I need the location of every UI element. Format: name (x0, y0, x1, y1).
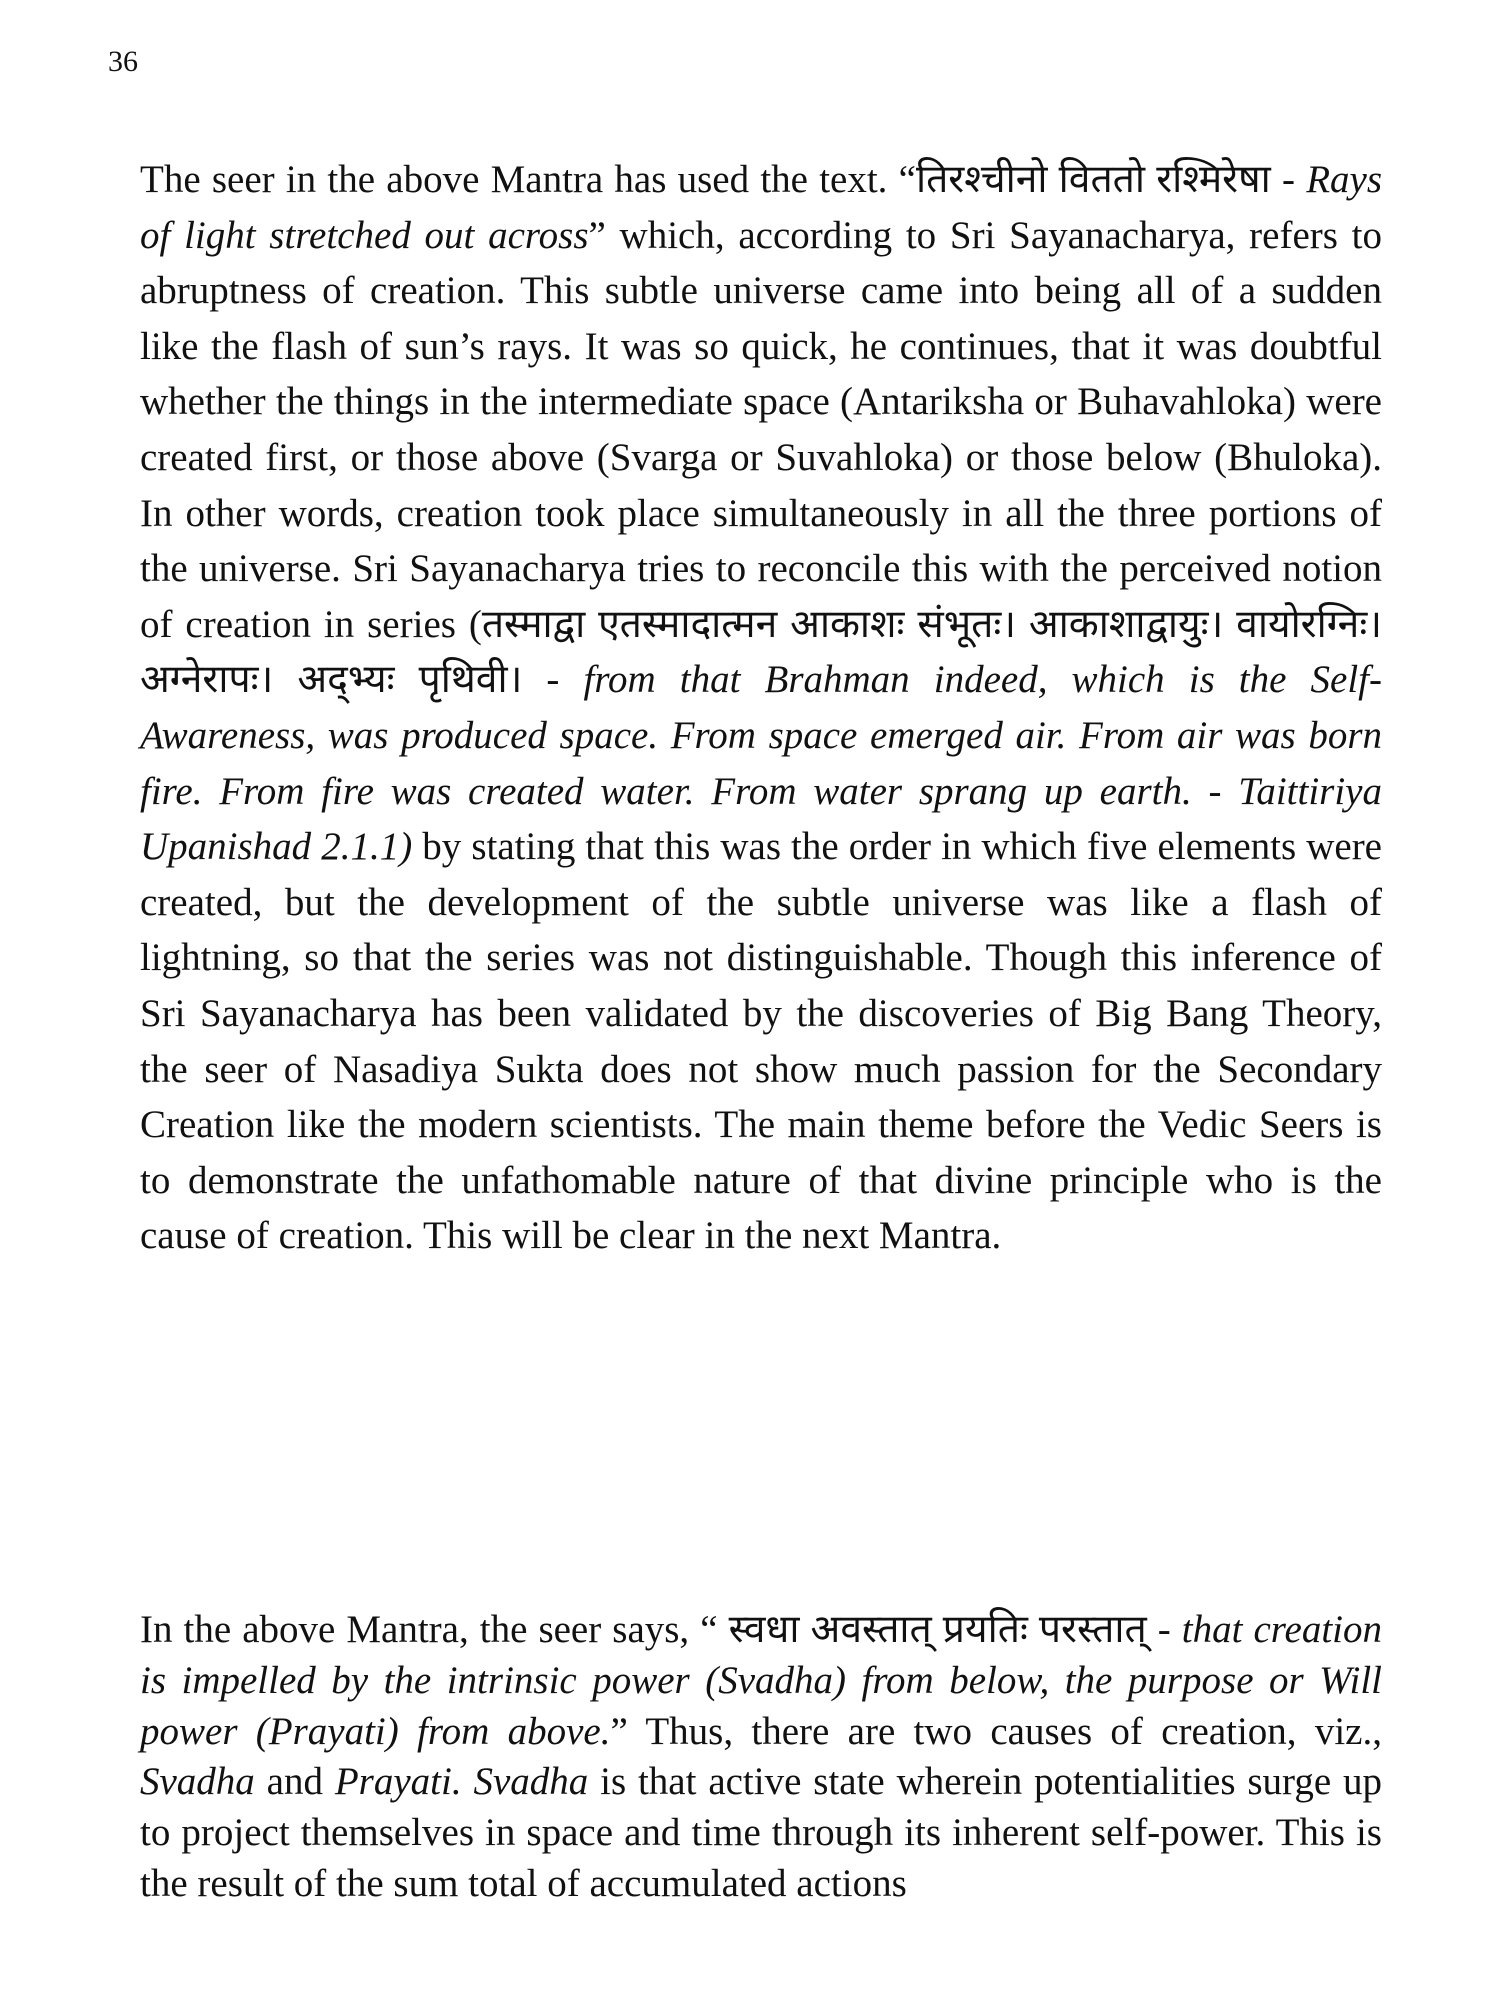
text-segment: ” which, according to Sri Sayanacharya, refers to abruptness of creation. This subtle universe came into being all of a sudden like the flash of sun’s rays. It was so quick, he continues, that it was doubtful whether the things in the intermediate space (Antariksha or Buhavahloka) were created first, or those above (Svarga or Suvahloka) or those below (Bhuloka). In other words, creation took place simultaneously in all the three portions of the universe. Sri Sayanacharya tries to reconcile this with the perceived notion of creation in series ( (140, 213, 1382, 646)
text-segment: - (1270, 158, 1307, 201)
paragraph-2 (140, 1605, 1382, 1910)
text-segment: is that active state wherein potentialities surge up to project themselves in space and time through its inherent self-power. This is the result of the sum total of accumulated actions (140, 1760, 1382, 1905)
term-svadha: Svadha (140, 1760, 255, 1804)
text-segment: In the above Mantra, the seer says, “ (140, 1608, 729, 1651)
term-svadha: Svadha (473, 1760, 589, 1804)
text-segment: - (1146, 1608, 1182, 1651)
sanskrit-quote: तिरश्चीनो विततो रश्मिरेषा (915, 158, 1271, 201)
sanskrit-quote: तस्माद्वा एतस्मादात्मन आकाशः संभूतः। आकाशाद्वायुः। वायोरग्निः। अग्नेरापः। अद्भ्यः पृथिवी। (140, 602, 1382, 702)
translation-text: Rays of light stretched out across (140, 158, 1382, 257)
text-segment: The seer in the above Mantra has used the text. “ (140, 158, 916, 201)
translation-text: from that Brahman indeed, which is the Self-Awareness, was produced space. From space emerged air. From air was born fire. From fire was created water. From water sprang up earth. - Taittiriya Upanishad 2.1.1) (140, 658, 1382, 869)
text-segment: - (522, 658, 584, 702)
sanskrit-quote: स्वधा अवस्तात् प्रयतिः परस्तात् (728, 1608, 1147, 1651)
text-segment: ” Thus, there are two causes of creation, viz., (610, 1709, 1382, 1753)
term-prayati: Prayati. (334, 1760, 462, 1804)
text-segment (462, 1760, 474, 1803)
text-segment: by stating that this was the order in which five elements were created, but the development of the subtle universe was like a flash of lightning, so that the series was not distinguishable. Though this inference of Sri Sayanacharya has been validated by the discoveries of Big Bang Theory, the seer of Nasadiya Sukta does not show much passion for the Secondary Creation like the modern scientists. The main theme before the Vedic Seers is to demonstrate the unfathomable nature of that divine principle who is the cause of creation. This will be clear in the next Mantra. (140, 825, 1382, 1258)
paragraph-1 (140, 152, 1382, 1264)
text-segment: and (254, 1760, 335, 1804)
page-number: 36 (108, 45, 138, 78)
translation-text: that creation is impelled by the intrinsic power (Svadha) from below, the purpose or Will power (Prayati) from above. (140, 1608, 1382, 1753)
